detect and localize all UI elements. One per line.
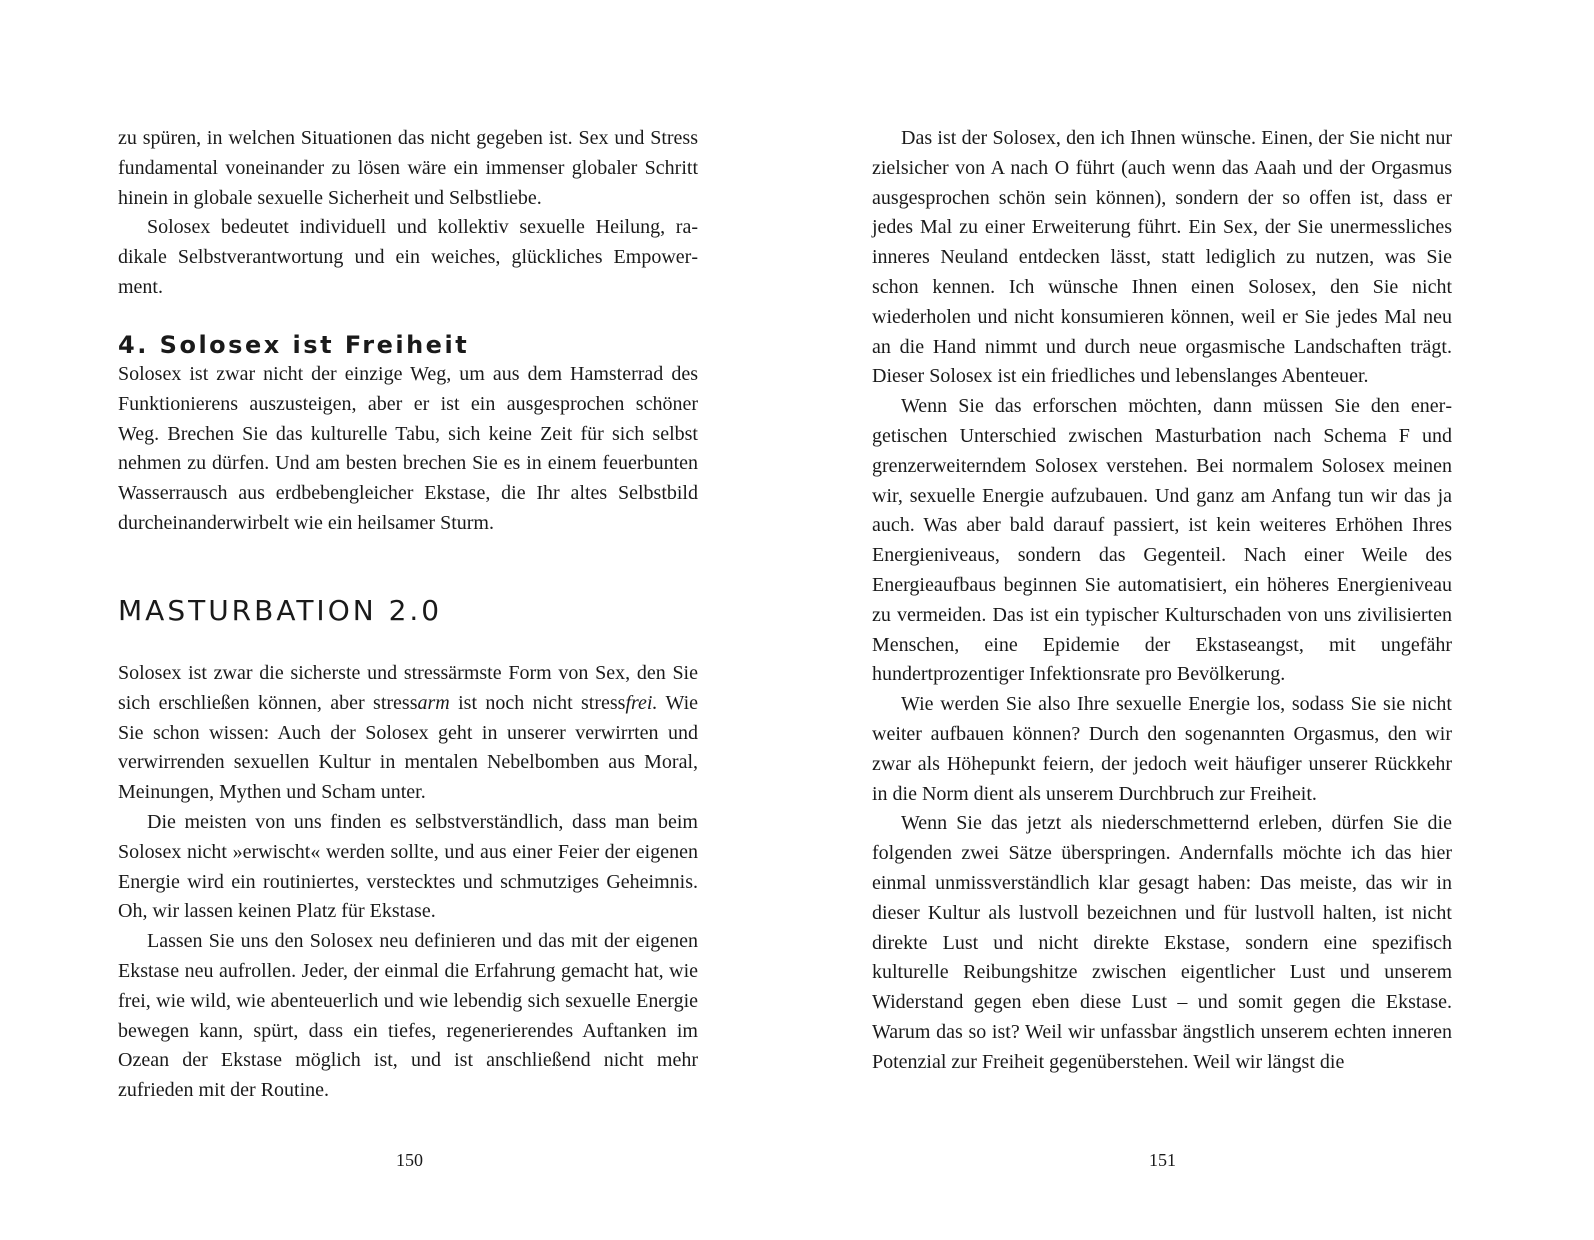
chapter-heading-block bbox=[118, 594, 698, 628]
left-paragraph-1: zu spüren, in welchen Situationen das nicht gegeben ist. Sex und Stress fundamental voneinander zu lösen wäre ein immenser globaler Schritt hinein in globale sexuelle Sicherheit und Selbstliebe. bbox=[118, 127, 698, 209]
page-number-right: 151 bbox=[1149, 1150, 1176, 1170]
right-paragraph-2: Wenn Sie das erforschen möchten, dann müssen Sie den energetischen Unterschied zwischen Masturbation nach Schema F und grenzerweiterndem Solosex verstehen. Bei normalem Solosex meinen wir, sexuelle Energie aufzubauen. Und ganz am Anfang tun wir das ja auch. Was aber bald darauf passiert, ist kein weiteres Erhöhen Ihres Energieniveaus, sondern das Gegenteil. Nach einer Weile des Energieaufbaus beginnen Sie automatisiert, ein höheres Energieniveau zu vermeiden. Das ist ein typischer Kulturschaden von uns zivilisierten Menschen, eine Epidemie der Ekstaseangst, mit ungefähr hundertprozentiger Infektionsrate pro Bevölkerung. bbox=[872, 395, 1452, 686]
left-section bbox=[118, 330, 698, 539]
chapter-p1-italic1: arm bbox=[417, 691, 450, 714]
chapter-heading: MASTURBATION 2.0 bbox=[118, 594, 443, 627]
right-paragraph-3: Wie werden Sie also Ihre sexuelle Energie los, sodass Sie sie nicht weiter aufbauen können? Durch den sogenannten Orgasmus, den wir zwar als Höhepunkt feiern, der jedoch weit häufiger unserer Rückkehr in die Norm dient als unserem Durchbruch zur Freiheit. bbox=[872, 693, 1452, 805]
section-heading: 4. Solosex ist Freiheit bbox=[118, 331, 470, 359]
chapter-paragraph-1 bbox=[118, 659, 698, 808]
left-intro-text bbox=[118, 124, 698, 303]
chapter-p1-part2: ist noch nicht stress bbox=[449, 691, 626, 714]
chapter-paragraph-2: Die meisten von uns finden es selbstverständlich, dass man beim Solosex nicht »erwischt« werden sollte, und aus einer Feier der eigenen Energie wird ein routiniertes, verstecktes und schmutziges Geheimnis. Oh, wir lassen keinen Platz für Ekstase. bbox=[118, 810, 698, 923]
chapter-p1-part1: Solosex ist zwar die sicherste und stressärmste Form von Sex, den Sie sich erschließen können, aber stress bbox=[118, 662, 698, 714]
chapter-p1-italic2: frei. bbox=[625, 691, 658, 714]
section-paragraph: Solosex ist zwar nicht der einzige Weg, um aus dem Hamsterrad des Funktionierens auszusteigen, aber er ist ein ausgesprochen schöner Weg. Brechen Sie das kulturelle Tabu, sich keine Zeit für sich selbst nehmen zu dürfen. Und am besten brechen Sie es in einem feuerbunten Wasserrausch aus erdbebengleicher Ekstase, die Ihr altes Selbstbild durcheinanderwirbelt wie ein heilsamer Sturm. bbox=[118, 363, 698, 534]
chapter-paragraph-3: Lassen Sie uns den Solosex neu definieren und das mit der eigenen Ekstase neu aufrollen. Jeder, der einmal die Erfahrung gemacht hat, wie frei, wie wild, wie abenteuerlich und wie lebendig sich sexuelle Energie bewegen kann, spürt, dass ein tiefes, regenerierendes Auftanken im Ozean der Ekstase möglich ist, und ist anschließend nicht mehr zufrieden mit der Routine. bbox=[118, 930, 698, 1102]
chapter-p1-part3: Wie Sie schon wissen: Auch der Solosex geht in unserer verwirrten und verwirrenden sexuellen Kultur in mentalen Nebelbomben aus Moral, Meinungen, Mythen und Scham unter. bbox=[118, 691, 699, 804]
chapter-text bbox=[118, 659, 698, 1106]
right-paragraph-4: Wenn Sie das jetzt als niederschmetternd erleben, dürfen Sie die folgenden zwei Sätze überspringen. Andernfalls möchte ich das hier einmal unmissverständlich klar gesagt haben: Das meiste, das wir in dieser Kultur als lustvoll bezeichnen und für lustvoll halten, ist nicht direkte Lust und nicht direkte Ekstase, sondern eine spezifisch kulturelle Reibungshitze zwischen eigentlicher Lust und unserem Widerstand gegen eben diese Lust – und somit gegen die Ekstase. Warum das so ist? Weil wir unfassbar ängstlich unserem echten inneren Potenzial zur Freiheit gegenüberstehen. Weil wir längst die bbox=[872, 812, 1452, 1073]
right-paragraph-1: Das ist der Solosex, den ich Ihnen wünsche. Einen, der Sie nicht nur zielsicher von A nach O führt (auch wenn das Aaah und der Orgasmus ausgesprochen schön sein können), sondern der so offen ist, dass er jedes Mal zu einer Erweiterung führt. Ein Sex, der Sie unermessliches inneres Neuland entdecken lässt, statt lediglich zu nutzen, was Sie schon kennen. Ich wünsche Ihnen einen Solosex, den Sie nicht wiederholen und nicht konsumieren können, weil er Sie jedes Mal neu an die Hand nimmt und durch neue orgasmische Landschaften trägt. Dieser Solosex ist ein friedliches und lebenslanges Abenteuer. bbox=[872, 127, 1452, 388]
page-number-left: 150 bbox=[396, 1150, 423, 1170]
right-page bbox=[797, 0, 1594, 1240]
right-text bbox=[872, 124, 1452, 1078]
left-paragraph-2: Solosex bedeutet individuell und kollektiv sexuelle Heilung, radikale Selbstverantwortung und ein weiches, glückliches Empowerment. bbox=[118, 216, 698, 298]
